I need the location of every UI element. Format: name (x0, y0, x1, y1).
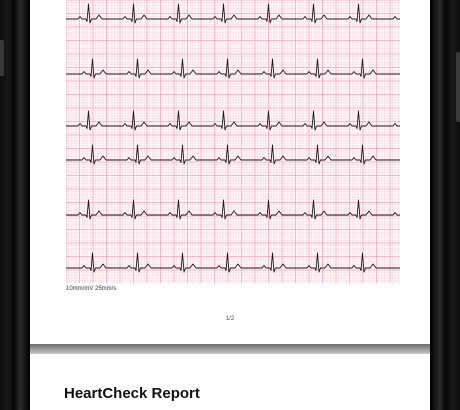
report-page-2 (30, 354, 430, 410)
ecg-chart (66, 0, 400, 283)
ecg-strip (66, 0, 400, 283)
report-title: HeartCheck Report (64, 385, 200, 402)
ecg-scale-label: 10mm/mV 25mm/s (66, 286, 117, 292)
phone-power-button (456, 52, 460, 122)
page-separator (30, 344, 430, 354)
phone-frame-left (0, 0, 30, 410)
pdf-viewer-screen[interactable] (30, 0, 430, 410)
page-indicator: 1/2 (225, 316, 235, 322)
phone-side-button (0, 40, 4, 76)
report-page-1 (30, 0, 430, 344)
